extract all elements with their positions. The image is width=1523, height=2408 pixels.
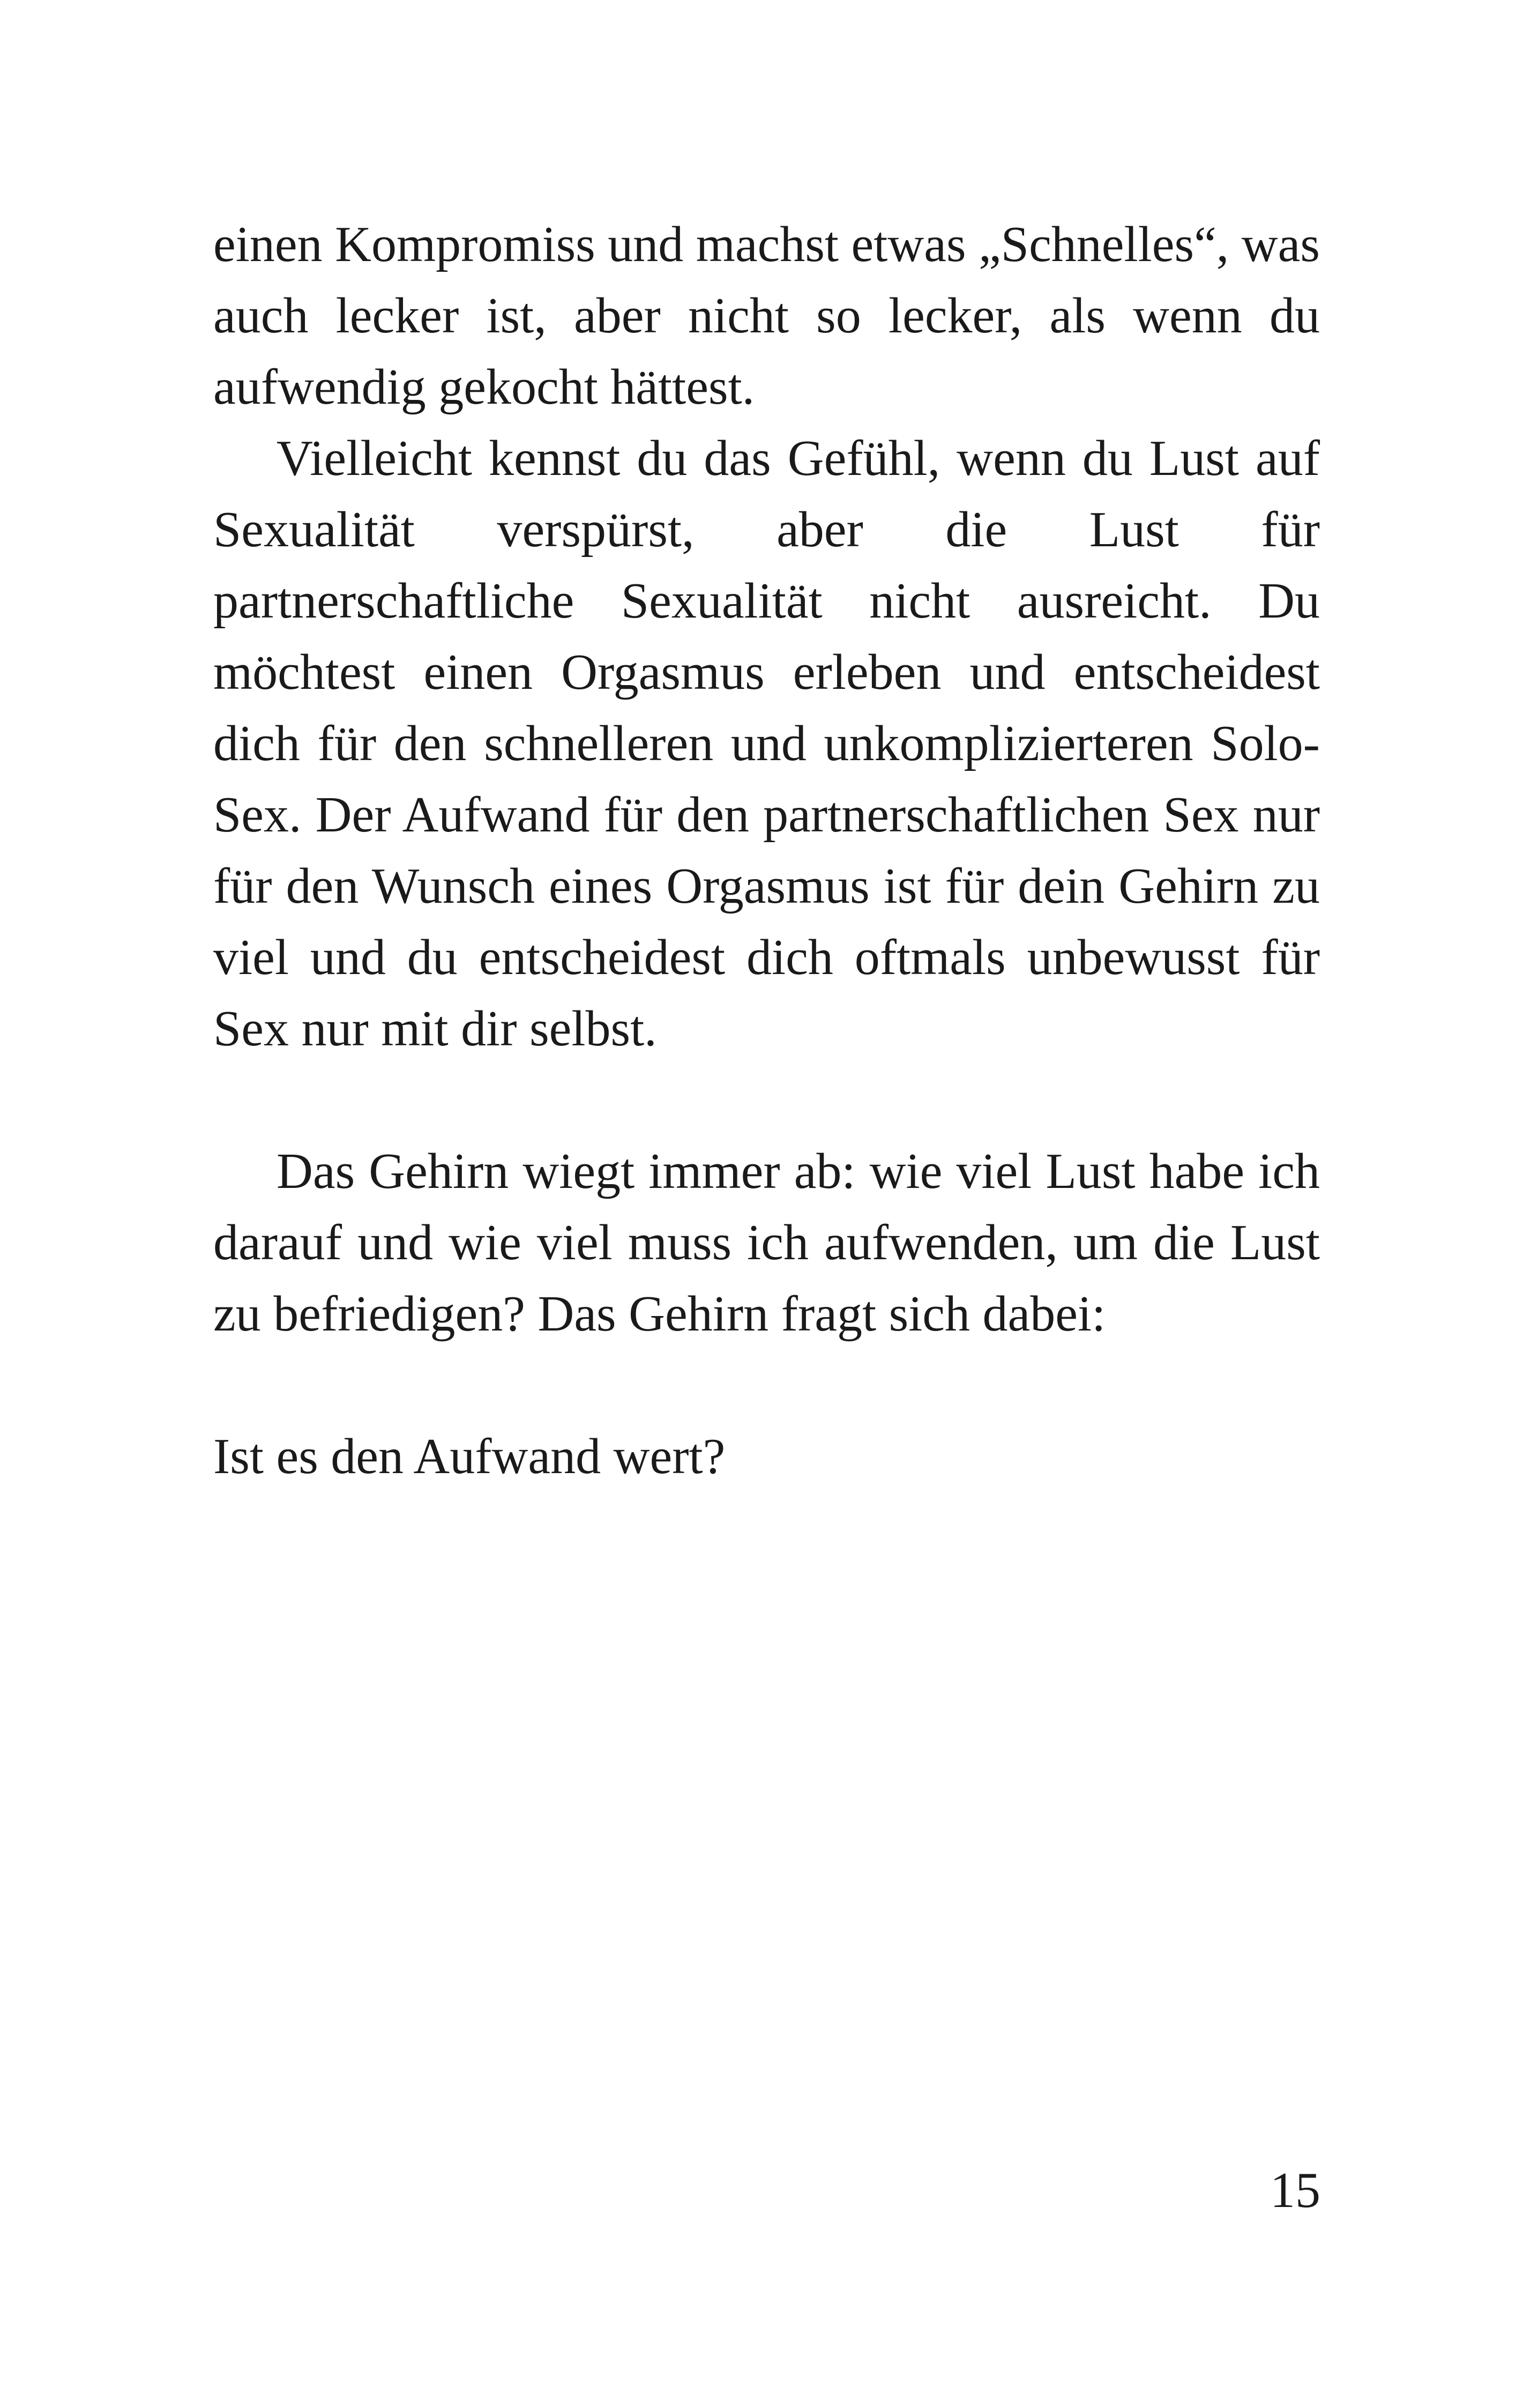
paragraph-solo-sex: Vielleicht kennst du das Gefühl, wenn du Lust auf Sexualität verspürst, aber die Lust für partnerschaftliche Sexualität nicht ausreicht. Du möchtest einen Orgasmus erleben und entscheidest dich für den schnelleren und unkomplizierteren Solo-Sex. Der Aufwand für den partnerschaftlichen Sex nur für den Wunsch eines Orgasmus ist für dein Gehirn zu viel und du entscheidest dich oftmals unbewusst für Sex nur mit dir selbst. <box>213 430 1320 1057</box>
page-number: 15 <box>1270 2162 1320 2218</box>
paragraph-continuation: einen Kompromiss und machst etwas „Schnelles“, was auch lecker ist, aber nicht so lecker, als wenn du aufwendig gekocht hättest. <box>213 217 1320 415</box>
paragraph-question: Ist es den Aufwand wert? <box>213 1429 726 1484</box>
paragraph-gap <box>213 1065 1320 1136</box>
paragraph-brain-weighs: Das Gehirn wiegt immer ab: wie viel Lust habe ich darauf und wie viel muss ich aufwenden, um die Lust zu befriedigen? Das Gehirn fragt sich dabei: <box>213 1143 1320 1342</box>
paragraph-gap <box>213 1350 1320 1421</box>
body-text <box>213 209 1320 1492</box>
